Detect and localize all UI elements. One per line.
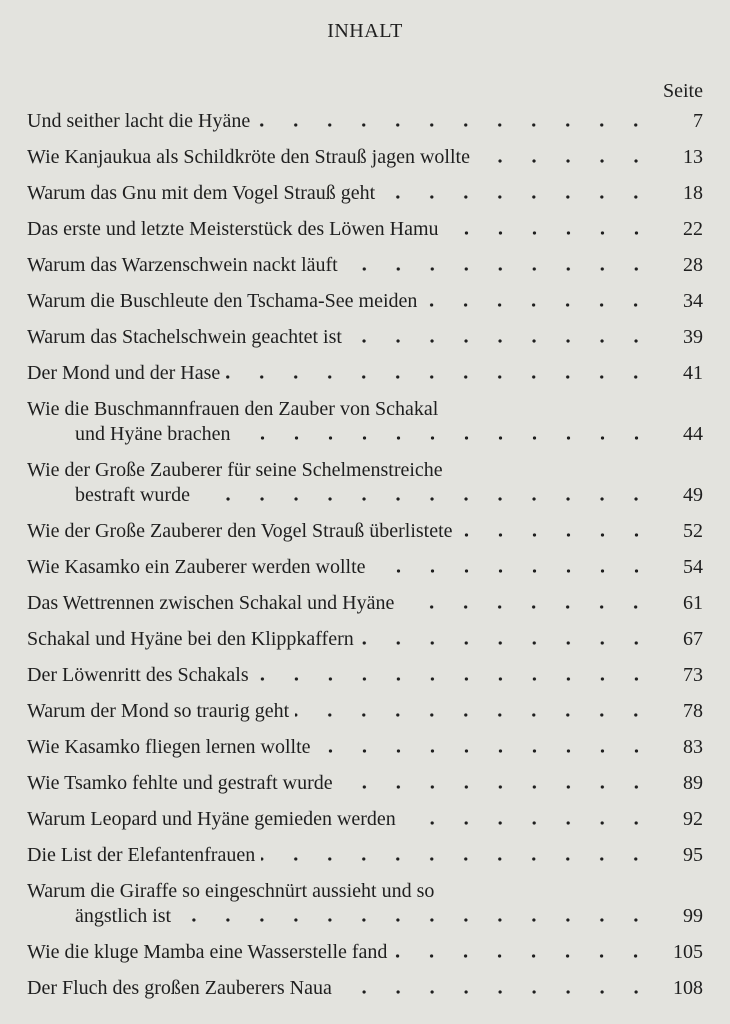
toc-entry (27, 361, 703, 386)
toc-page-number: 22 (683, 218, 703, 240)
toc-entry-title-continued: ängstlich ist (75, 905, 172, 927)
toc-entry-title: Wie Tsamko fehlte und gestraft wurde (27, 772, 333, 794)
toc-entry (27, 771, 703, 796)
dot-leader (348, 330, 653, 350)
toc-entry-title: Wie der Große Zauberer für seine Schelmenstreiche (27, 459, 443, 481)
toc-entry (27, 591, 703, 616)
dot-leader (338, 981, 653, 1001)
page-title: INHALT (327, 20, 403, 42)
toc-page-number: 39 (683, 326, 703, 348)
toc-entry-title: Wie der Große Zauberer den Vogel Strauß überlistete (27, 520, 453, 542)
toc-entry-title: Schakal und Hyäne bei den Klippkaffern (27, 628, 354, 650)
toc-entry (27, 289, 703, 314)
page-column-header: Seite (663, 80, 703, 102)
toc-page-number: 83 (683, 736, 703, 758)
toc-entry-title: Das erste und letzte Meisterstück des Löwen Hamu (27, 218, 439, 240)
toc-page-number: 95 (683, 844, 703, 866)
dot-leader (295, 704, 653, 724)
toc-entry-title: Der Fluch des großen Zauberers Naua (27, 977, 332, 999)
dot-leader (381, 186, 653, 206)
toc-entry (27, 109, 703, 134)
toc-page-number: 52 (683, 520, 703, 542)
toc-page-number: 54 (683, 556, 703, 578)
toc-entry (27, 325, 703, 350)
dot-leader (476, 150, 653, 170)
toc-page-number: 41 (683, 362, 703, 384)
toc-entry-title: Wie Kanjaukua als Schildkröte den Strauß jagen wollte (27, 146, 470, 168)
toc-page-number: 89 (683, 772, 703, 794)
dot-leader (255, 668, 653, 688)
dot-leader (339, 776, 653, 796)
dot-leader (372, 560, 654, 580)
toc-entry (27, 519, 703, 544)
dot-leader (360, 632, 653, 652)
toc-page-number: 34 (683, 290, 703, 312)
toc-entry-title: Warum das Stachelschwein geachtet ist (27, 326, 342, 348)
toc-page-number: 44 (683, 423, 703, 445)
toc-entry-title: Die List der Elefantenfrauen (27, 844, 256, 866)
toc-page-number: 49 (683, 484, 703, 506)
toc-entry-title: Wie die kluge Mamba eine Wasserstelle fand (27, 941, 388, 963)
toc-page-number: 105 (673, 941, 703, 963)
toc-entry-title: Wie die Buschmannfrauen den Zauber von Schakal (27, 398, 439, 420)
toc-entry-title-continued: und Hyäne brachen (75, 423, 231, 445)
toc-entry-title: Warum der Mond so traurig geht (27, 700, 290, 722)
toc-page-number: 67 (683, 628, 703, 650)
toc-entry (27, 181, 703, 206)
dot-leader (317, 740, 653, 760)
toc-entry-title: Der Mond und der Hase (27, 362, 221, 384)
toc-entry-title: Der Löwenritt des Schakals (27, 664, 249, 686)
dot-leader (237, 427, 654, 447)
toc-entry-title: Wie Kasamko ein Zauberer werden wollte (27, 556, 366, 578)
toc-entry (27, 217, 703, 242)
toc-entry (27, 145, 703, 170)
toc-entry (27, 397, 703, 447)
dot-leader (261, 848, 653, 868)
toc-entry (27, 879, 703, 929)
toc-entry-title: Warum die Giraffe so eingeschnürt aussieht und so (27, 880, 435, 902)
toc-page-number: 92 (683, 808, 703, 830)
dot-leader (256, 114, 653, 134)
toc-entry (27, 253, 703, 278)
toc-entry-title: Wie Kasamko fliegen lernen wollte (27, 736, 311, 758)
dot-leader (423, 294, 653, 314)
toc-entry (27, 807, 703, 832)
toc-entry (27, 663, 703, 688)
dot-leader (400, 596, 653, 616)
dot-leader (226, 366, 653, 386)
toc-page-number: 18 (683, 182, 703, 204)
dot-leader (393, 945, 653, 965)
toc-page-number: 78 (683, 700, 703, 722)
toc-page-number: 28 (683, 254, 703, 276)
toc-page-number: 61 (683, 592, 703, 614)
dot-leader (445, 222, 653, 242)
toc-page-number: 73 (683, 664, 703, 686)
toc-entry (27, 699, 703, 724)
toc-entry-title-continued: bestraft wurde (75, 484, 190, 506)
toc-entry-title: Warum Leopard und Hyäne gemieden werden (27, 808, 396, 830)
dot-leader (459, 524, 653, 544)
toc-page-number: 99 (683, 905, 703, 927)
toc-page-number: 7 (693, 110, 703, 132)
toc-entry-title: Warum das Gnu mit dem Vogel Strauß geht (27, 182, 376, 204)
toc-entry (27, 940, 703, 965)
dot-leader (196, 488, 653, 508)
table-of-contents (27, 109, 703, 1012)
toc-entry-title: Das Wettrennen zwischen Schakal und Hyäne (27, 592, 395, 614)
toc-page-number: 108 (673, 977, 703, 999)
dot-leader (177, 909, 653, 929)
dot-leader (402, 812, 653, 832)
toc-entry-title: Warum die Buschleute den Tschama-See meiden (27, 290, 418, 312)
toc-entry (27, 627, 703, 652)
toc-entry (27, 555, 703, 580)
toc-entry-title: Warum das Warzenschwein nackt läuft (27, 254, 338, 276)
toc-entry (27, 735, 703, 760)
dot-leader (344, 258, 653, 278)
toc-entry (27, 843, 703, 868)
toc-entry (27, 976, 703, 1001)
toc-entry (27, 458, 703, 508)
toc-entry-title: Und seither lacht die Hyäne (27, 110, 251, 132)
toc-page-number: 13 (683, 146, 703, 168)
